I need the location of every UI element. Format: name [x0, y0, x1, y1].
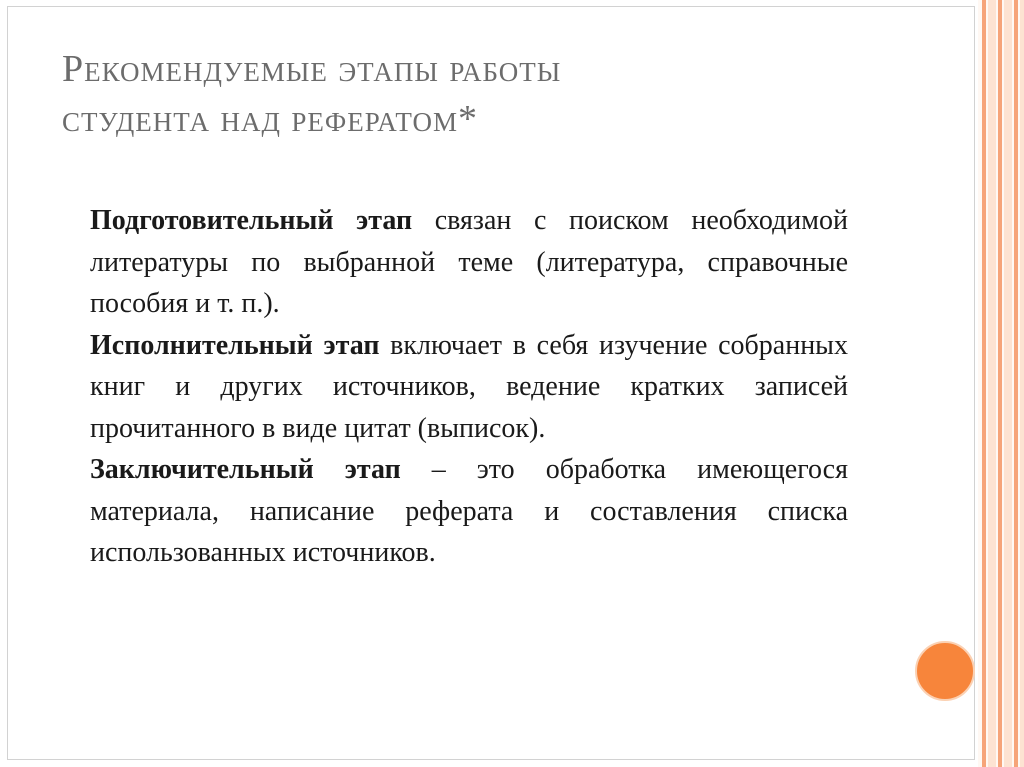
orange-circle-decoration [915, 641, 975, 701]
stage-name: Исполнительный этап [90, 329, 380, 361]
stripe [1014, 0, 1018, 767]
stripe [1020, 0, 1024, 767]
stripe [988, 0, 996, 767]
stripe [1004, 0, 1012, 767]
stage-paragraph-preparatory [90, 200, 848, 325]
stage-description: связан с поиском необходимой литературы по выбранной теме (литература, справочные пособия и т. п.). [90, 205, 848, 319]
stage-description: включает в себя изучение собранных книг и других источников, ведение кратких записей прочитанного в виде цитат (выписок). [90, 329, 848, 444]
slide-body [90, 200, 848, 574]
title-line-2: студента над рефератом* [62, 98, 479, 140]
slide-title [62, 44, 922, 144]
decorative-stripes [978, 0, 1024, 767]
stage-name: Заключительный этап [90, 454, 401, 485]
stage-name: Подготовительный этап [90, 205, 413, 236]
title-line-1: Рекомендуемые этапы работы [62, 48, 562, 90]
stripe [998, 0, 1002, 767]
stage-paragraph-final [90, 449, 848, 574]
stage-paragraph-executive [90, 325, 848, 450]
stripe [982, 0, 986, 767]
stage-description: – это обработка имеющегося материала, написание реферата и составления списка использованных источников. [90, 454, 848, 568]
